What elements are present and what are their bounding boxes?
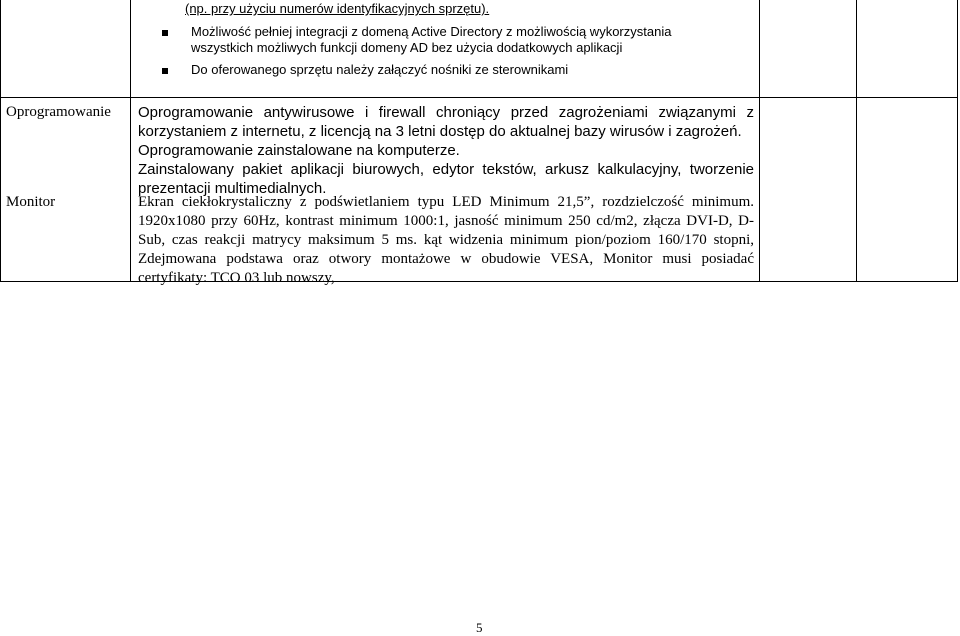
page-number: 5 <box>476 620 483 635</box>
row-label-monitor: Monitor <box>6 194 56 210</box>
bullet-square-icon <box>162 68 168 74</box>
row-divider <box>0 97 958 98</box>
software-office-paragraph: Zainstalowany pakiet aplikacji biurowych, edytor tekstów, arkusz kalkulacyjny, tworzenie prezentacji multimedialnych. <box>138 161 754 197</box>
software-antivirus-paragraph: Oprogramowanie antywirusowe i firewall chroniący przed zagrożeniami związanymi z korzystaniem z internetu, z licencją na 3 letni dostęp do aktualnej bazy wirusów i zagrożeń. <box>138 104 754 140</box>
table-border-right <box>957 0 958 282</box>
column-divider-3 <box>856 0 857 282</box>
row-label-software: Oprogramowanie <box>6 104 111 120</box>
software-installed-paragraph: Oprogramowanie zainstalowane na komputerze. <box>138 142 460 159</box>
bullet-item-ad-integration: Możliwość pełniej integracji z domeną Active Directory z możliwością wykorzystania wszystkich możliwych funkcji domeny AD bez użycia dodatkowych aplikacji <box>191 24 672 55</box>
row-description-monitor <box>138 193 754 288</box>
column-divider-1 <box>130 0 131 282</box>
table-border-left <box>0 0 1 282</box>
monitor-spec-paragraph: Ekran ciekłokrystaliczny z podświetlaniem typu LED Minimum 21,5”, rozdzielczość minimum. 1920x1080 przy 60Hz, kontrast minimum 1000:1, jasność minimum 250 cd/m2, złącza DVI-D, D-Sub, czas reakcji matrycy maksimum 5 ms. kąt widzenia minimum pion/poziom 160/170 stopni, Zdejmowana podstawa oraz otwory montażowe w obudowie VESA, Monitor musi posiadać certyfikaty: TCO 03 lub nowszy, <box>138 194 754 286</box>
bullet-item-drivers: Do oferowanego sprzętu należy załączyć nośniki ze sterownikami <box>191 62 569 77</box>
column-divider-2 <box>759 0 760 282</box>
row-description-software <box>138 103 754 198</box>
top-fragment: (np. przy użyciu numerów identyfikacyjnych sprzętu). <box>185 1 490 16</box>
bullet-square-icon <box>162 30 168 36</box>
